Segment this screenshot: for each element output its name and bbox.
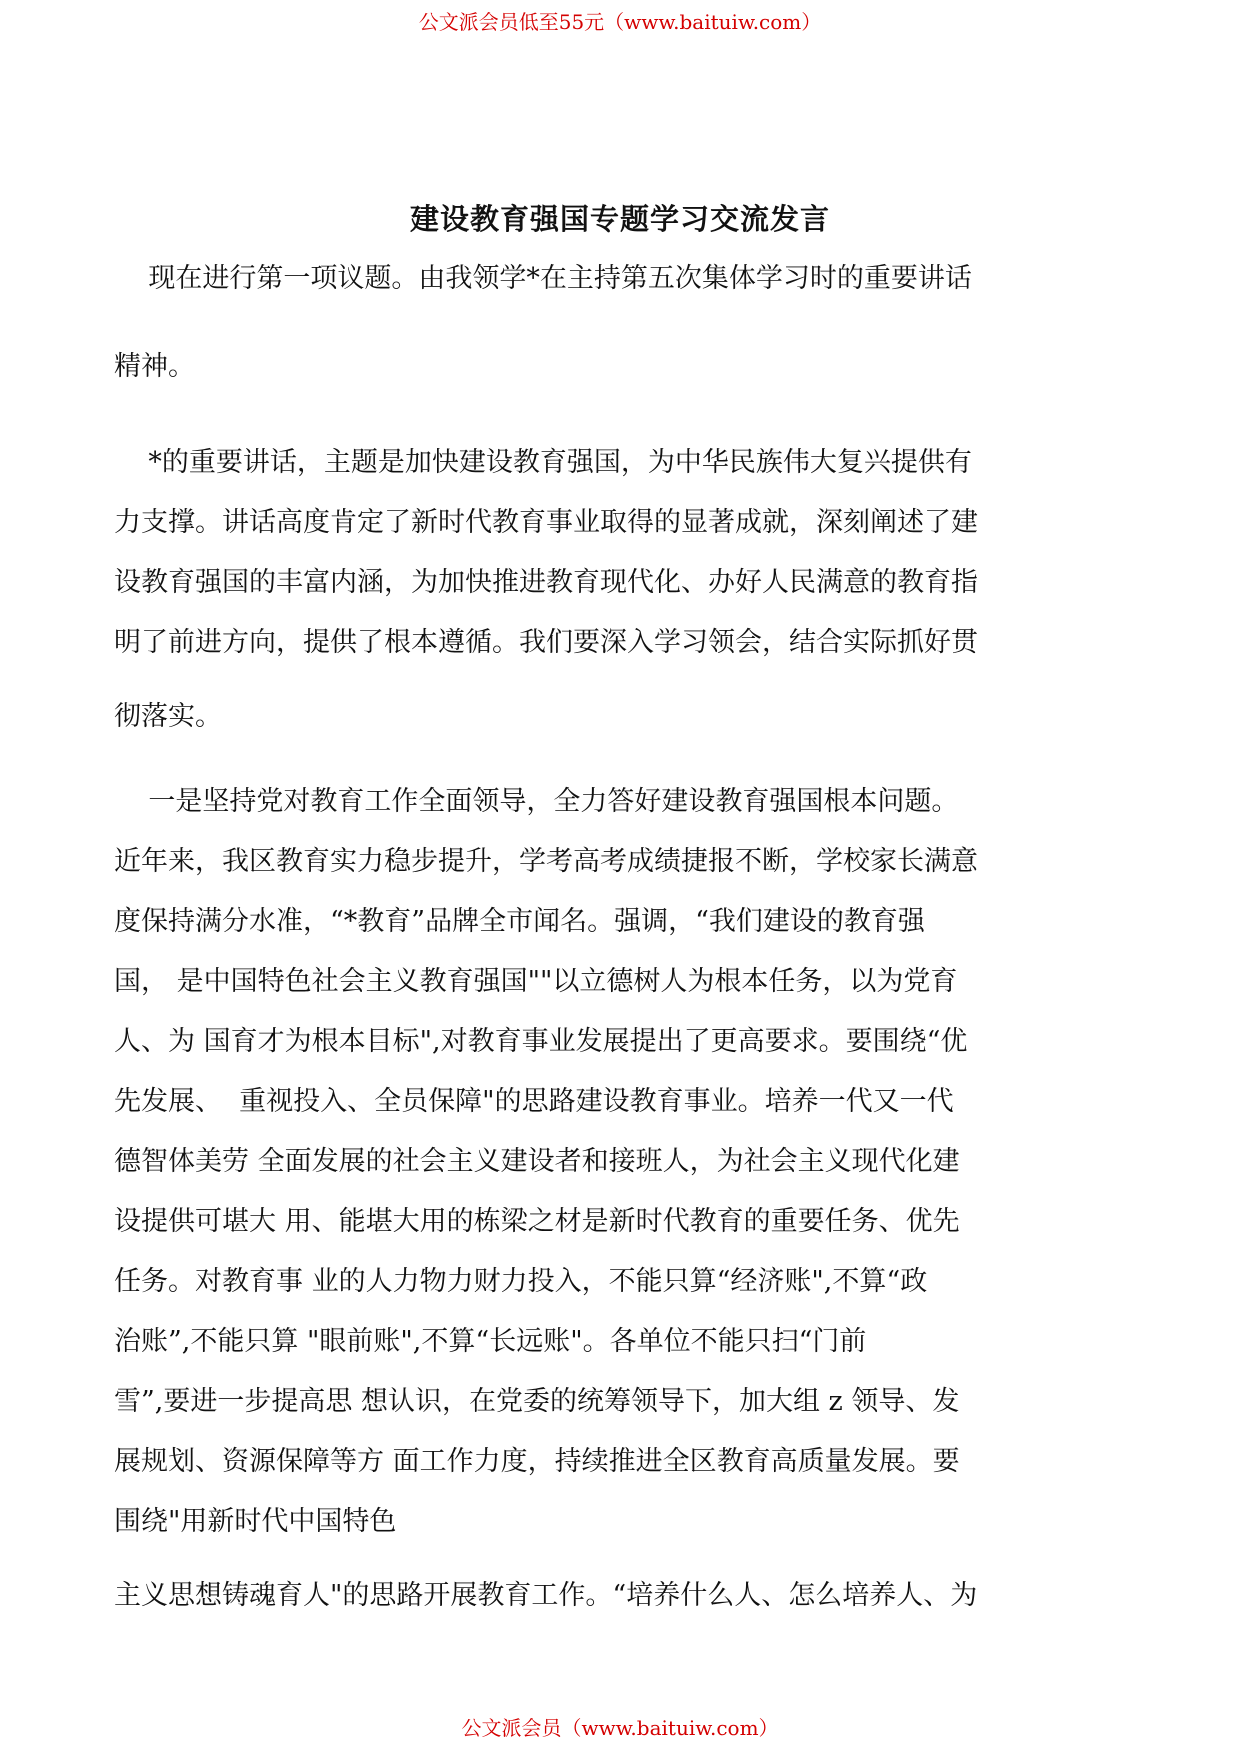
text-line: 一是坚持党对教育工作全面领导，全力答好建设教育强国根本问题。 xyxy=(114,786,959,817)
paragraph-continuation xyxy=(114,1566,1132,1626)
text-line: 彻落实。 xyxy=(114,701,222,732)
paragraph-speech-summary xyxy=(114,433,1132,761)
text-line: 任务。对教育事 业的人力物力财力投入，不能只算“经济账",不算“政 xyxy=(114,1266,928,1297)
text-line: 设提供可堪大 用、能堪大用的栋梁之材是新时代教育的重要任务、优先 xyxy=(114,1206,960,1237)
text-line: 力支撑。讲话高度肯定了新时代教育事业取得的显著成就，深刻阐述了建 xyxy=(114,507,978,538)
text-line: 围绕"用新时代中国特色 xyxy=(114,1506,397,1537)
text-line: 治账”,不能只算 "眼前账",不算“长远账"。各单位不能只扫“门前 xyxy=(114,1326,867,1357)
text-line: 度保持满分水准，“*教育”品牌全市闻名。强调，“我们建设的教育强 xyxy=(114,906,925,937)
text-line: 先发展、 重视投入、全员保障"的思路建设教育事业。培养一代又一代 xyxy=(114,1086,954,1117)
footer-watermark-banner: 公文派会员（www.baituiw.com） xyxy=(461,1716,779,1740)
paragraph-point-one xyxy=(114,772,1132,1552)
text-line: 现在进行第一项议题。由我领学*在主持第五次集体学习时的重要讲话 xyxy=(114,263,972,294)
paragraph-intro xyxy=(114,235,1132,411)
text-line: 展规划、资源保障等方 面工作力度，持续推进全区教育高质量发展。要 xyxy=(114,1446,960,1477)
text-line: 近年来，我区教育实力稳步提升，学考高考成绩捷报不断，学校家长满意 xyxy=(114,846,978,877)
text-line: *的重要讲话，主题是加快建设教育强国，为中华民族伟大复兴提供有 xyxy=(114,447,972,478)
document-title: 建设教育强国专题学习交流发言 xyxy=(409,202,830,237)
text-line: 精神。 xyxy=(114,351,195,382)
text-line: 主义思想铸魂育人"的思路开展教育工作。“培养什么人、怎么培养人、为 xyxy=(114,1580,978,1611)
text-line: 人、为 国育才为根本目标",对教育事业发展提出了更高要求。要围绕“优 xyxy=(114,1026,968,1057)
text-line: 德智体美劳 全面发展的社会主义建设者和接班人，为社会主义现代化建 xyxy=(114,1146,960,1177)
text-line: 国， 是中国特色社会主义教育强国""以立德树人为根本任务，以为党育 xyxy=(114,966,958,997)
text-line: 雪”,要进一步提高思 想认识，在党委的统筹领导下，加大组 z 领导、发 xyxy=(114,1386,960,1417)
text-line: 明了前进方向，提供了根本遵循。我们要深入学习领会，结合实际抓好贯 xyxy=(114,627,978,658)
header-watermark-banner: 公文派会员低至55元（www.baituiw.com） xyxy=(418,10,822,34)
text-line: 设教育强国的丰富内涵，为加快推进教育现代化、办好人民满意的教育指 xyxy=(114,567,978,598)
